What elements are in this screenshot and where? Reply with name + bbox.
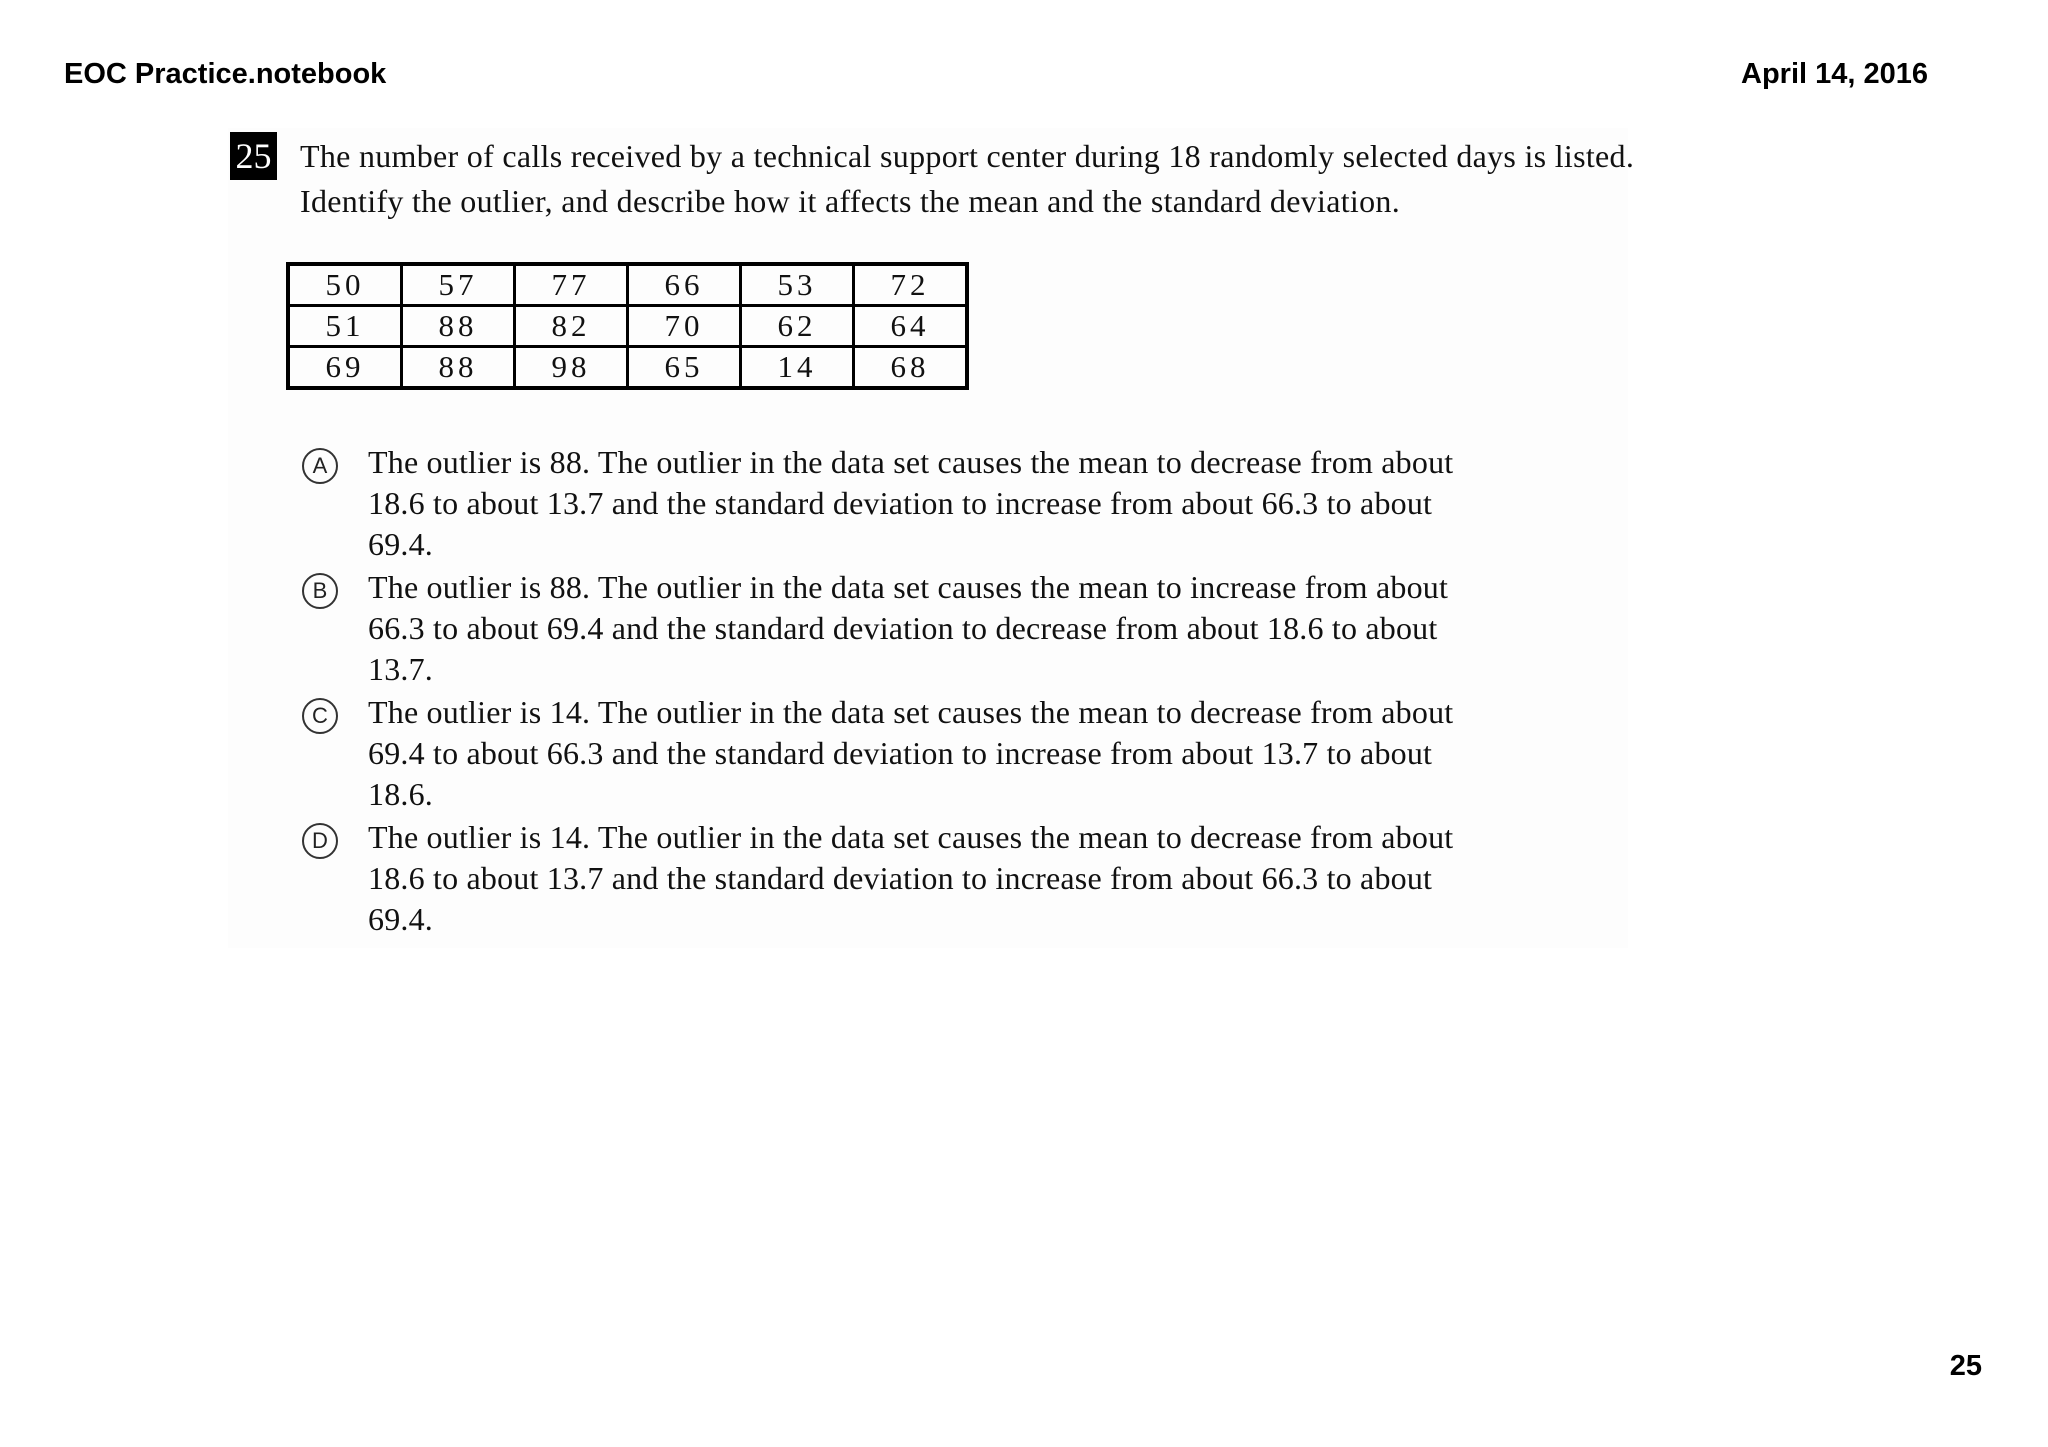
table-cell: 68: [854, 347, 968, 389]
table-cell: 82: [515, 306, 628, 347]
choice-line: 18.6 to about 13.7 and the standard deviation to increase from about 66.3 to about: [368, 485, 1433, 521]
choice-text: [368, 817, 1628, 940]
table-cell: 64: [854, 306, 968, 347]
choice-line: 18.6.: [368, 776, 433, 812]
table-cell: 51: [288, 306, 402, 347]
table-cell: 62: [741, 306, 854, 347]
table-cell: 69: [288, 347, 402, 389]
choice-line: 69.4 to about 66.3 and the standard deviation to increase from about 13.7 to about: [368, 735, 1433, 771]
table-cell: 66: [628, 264, 741, 306]
choice-letter-c-icon: C: [302, 698, 338, 734]
table-cell: 88: [402, 306, 515, 347]
choice-text: [368, 442, 1628, 565]
question-number-badge: 25: [230, 132, 277, 180]
question-prompt-line: The number of calls received by a technical support center during 18 randomly selected days is listed.: [300, 138, 1635, 174]
choice-line: The outlier is 14. The outlier in the data set causes the mean to decrease from about: [368, 694, 1454, 730]
table-row: [288, 264, 967, 306]
choice-line: The outlier is 14. The outlier in the data set causes the mean to decrease from about: [368, 819, 1454, 855]
table-cell: 70: [628, 306, 741, 347]
choice-line: 66.3 to about 69.4 and the standard deviation to decrease from about 18.6 to about: [368, 610, 1438, 646]
choice-letter-d-icon: D: [302, 823, 338, 859]
choice-line: 18.6 to about 13.7 and the standard deviation to increase from about 66.3 to about: [368, 860, 1433, 896]
calls-data-table: [286, 262, 969, 390]
table-cell: 88: [402, 347, 515, 389]
question-prompt: [300, 134, 1820, 224]
choice-line: 13.7.: [368, 651, 433, 687]
choice-letter-b-icon: B: [302, 573, 338, 609]
table-cell: 65: [628, 347, 741, 389]
table-cell: 72: [854, 264, 968, 306]
page-number: 25: [1949, 1350, 1982, 1382]
choice-letter-a-icon: A: [302, 448, 338, 484]
table-cell: 57: [402, 264, 515, 306]
choice-line: The outlier is 88. The outlier in the data set causes the mean to increase from about: [368, 569, 1449, 605]
table-row: [288, 347, 967, 389]
table-cell: 98: [515, 347, 628, 389]
choice-text: [368, 692, 1628, 815]
choice-line: The outlier is 88. The outlier in the data set causes the mean to decrease from about: [368, 444, 1454, 480]
choice-line: 69.4.: [368, 526, 433, 562]
question-prompt-line: Identify the outlier, and describe how it affects the mean and the standard deviation.: [300, 183, 1401, 219]
table-row: [288, 306, 967, 347]
table-cell: 77: [515, 264, 628, 306]
notebook-title: EOC Practice.notebook: [64, 58, 387, 90]
choice-text: [368, 567, 1628, 690]
choice-line: 69.4.: [368, 901, 433, 937]
table-cell: 50: [288, 264, 402, 306]
table-cell: 53: [741, 264, 854, 306]
table-cell: 14: [741, 347, 854, 389]
page-date: April 14, 2016: [1741, 58, 1928, 90]
